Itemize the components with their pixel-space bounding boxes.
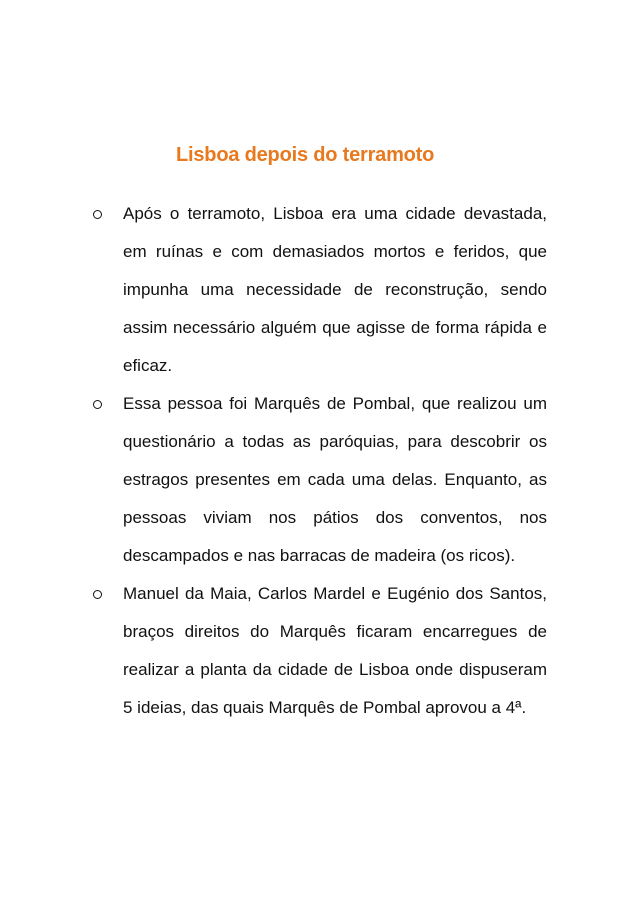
- bullet-icon: [93, 210, 102, 219]
- bullet-text: Manuel da Maia, Carlos Mardel e Eugénio dos Santos, braços direitos do Marquês ficaram encarregues de realizar a planta da cidade de Lisboa onde dispuseram 5 ideias, das quais Marquês de Pombal aprovou a 4ª.: [123, 584, 547, 717]
- bullet-list: [93, 195, 547, 727]
- bullet-item: [93, 195, 547, 385]
- document-title: Lisboa depois do terramoto: [176, 144, 435, 166]
- bullet-item: [93, 385, 547, 575]
- bullet-text: Após o terramoto, Lisboa era uma cidade devastada, em ruínas e com demasiados mortos e feridos, que impunha uma necessidade de reconstrução, sendo assim necessário alguém que agisse de forma rápida e eficaz.: [123, 204, 547, 375]
- bullet-icon: [93, 400, 102, 409]
- bullet-item: [93, 575, 547, 727]
- bullet-icon: [93, 590, 102, 599]
- bullet-text: Essa pessoa foi Marquês de Pombal, que realizou um questionário a todas as paróquias, para descobrir os estragos presentes em cada uma delas. Enquanto, as pessoas viviam nos pátios dos conventos, nos descampados e nas barracas de madeira (os ricos).: [123, 394, 547, 565]
